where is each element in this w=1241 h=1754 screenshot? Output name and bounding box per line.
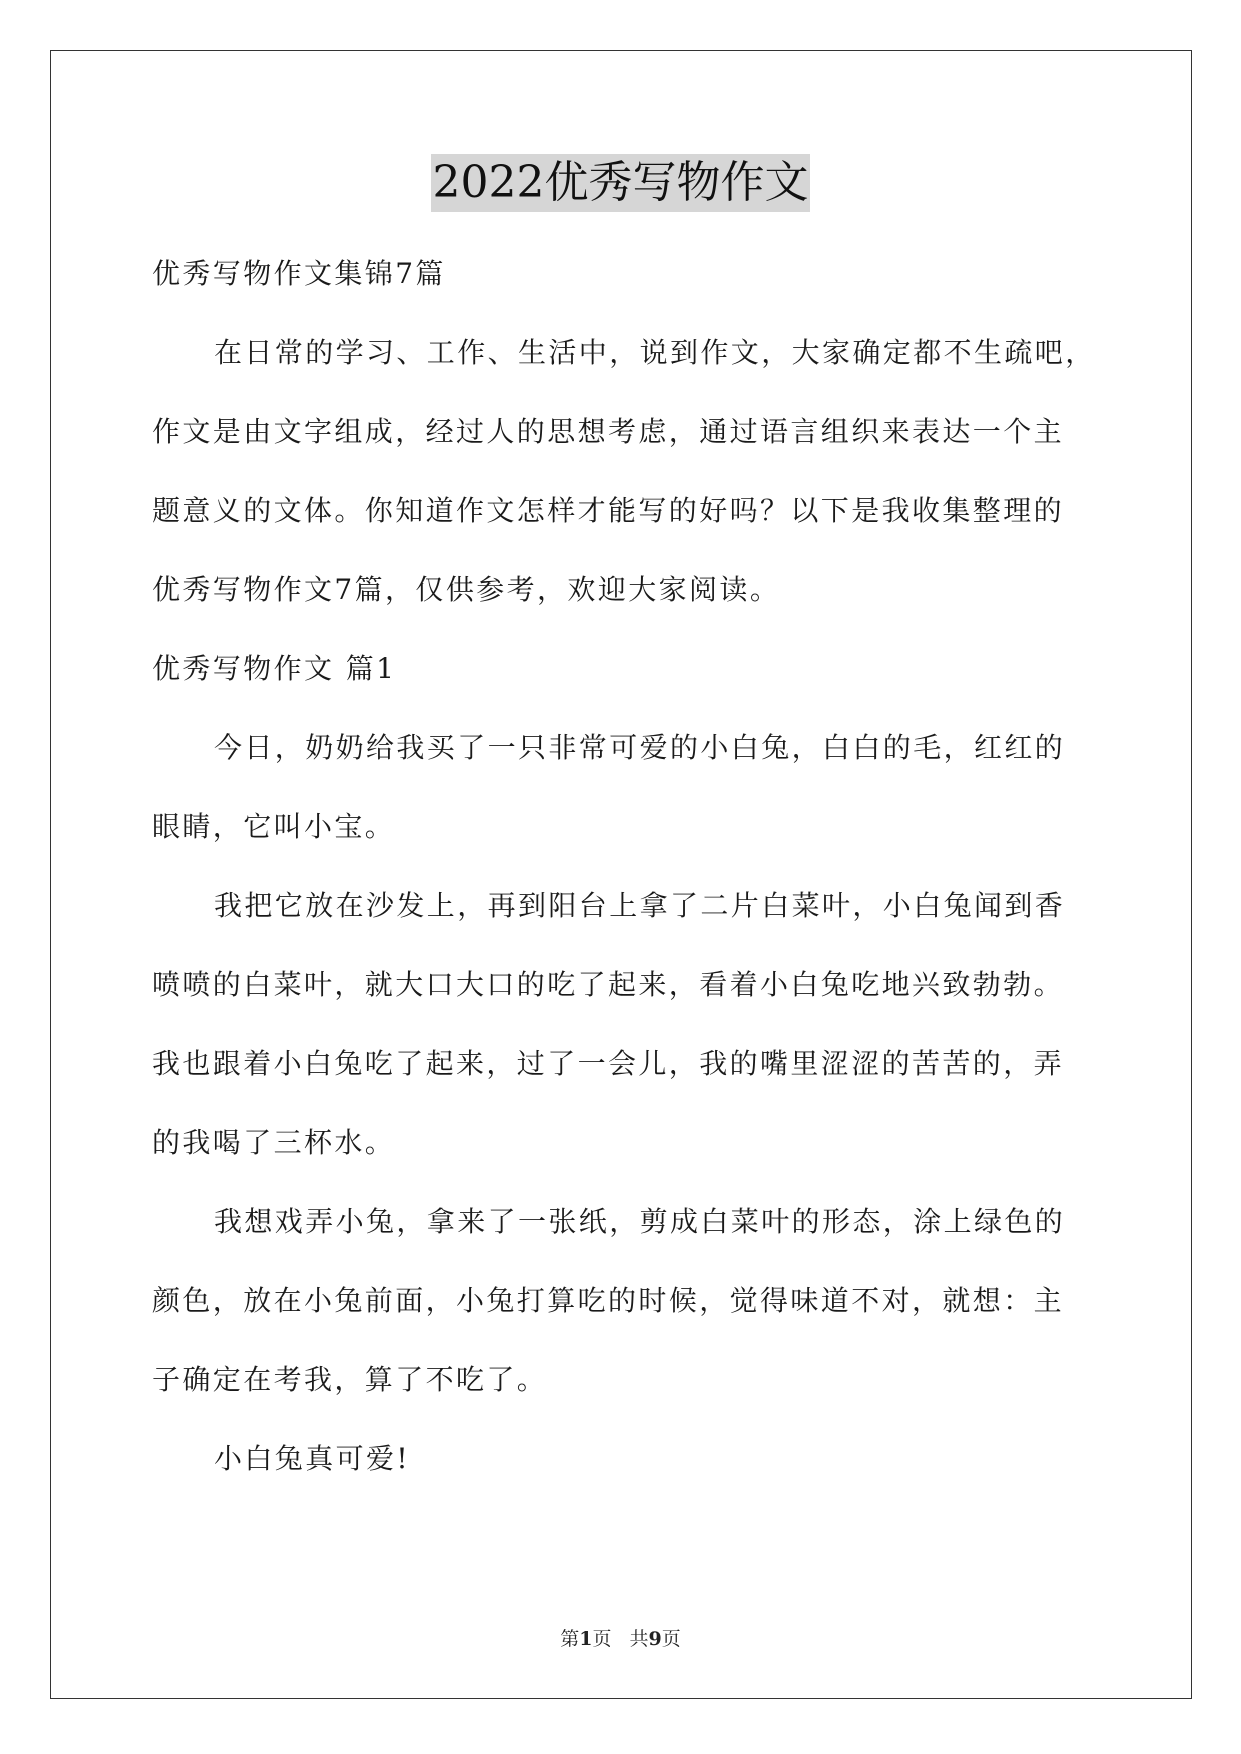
- body-line-9: 子确定在考我，算了不吃了。: [152, 1363, 548, 1396]
- body-line-6: 的我喝了三杯水。: [152, 1126, 396, 1159]
- intro-line-4: 优秀写物作文7篇，仅供参考，欢迎大家阅读。: [152, 573, 781, 606]
- document-title: 2022优秀写物作文: [431, 154, 811, 212]
- footer-total-pages: 9: [648, 1628, 662, 1650]
- body-line-2: 眼睛，它叫小宝。: [152, 810, 396, 843]
- body-line-7: 我想戏弄小兔，拿来了一张纸，剪成白菜叶的形态，涂上绿色的: [214, 1205, 1066, 1238]
- body-line-5: 我也跟着小白兔吃了起来，过了一会儿，我的嘴里涩涩的苦苦的，弄: [152, 1047, 1065, 1080]
- document-subtitle: 优秀写物作文集锦7篇: [152, 257, 446, 290]
- body-line-3: 我把它放在沙发上，再到阳台上拿了二片白菜叶，小白兔闻到香: [214, 889, 1066, 922]
- footer-page-suffix: 页: [592, 1628, 612, 1650]
- footer-page-number: 1: [579, 1628, 593, 1650]
- intro-line-3: 题意义的文体。你知道作文怎样才能写的好吗？以下是我收集整理的: [152, 494, 1065, 527]
- body-line-1: 今日，奶奶给我买了一只非常可爱的小白兔，白白的毛，红红的: [214, 731, 1066, 764]
- body-line-4: 喷喷的白菜叶，就大口大口的吃了起来，看着小白兔吃地兴致勃勃。: [152, 968, 1065, 1001]
- intro-line-1: 在日常的学习、工作、生活中，说到作文，大家确定都不生疏吧，: [214, 336, 1096, 369]
- body-line-8: 颜色，放在小兔前面，小兔打算吃的时候，觉得味道不对，就想：主: [152, 1284, 1065, 1317]
- title-container: [0, 154, 1241, 212]
- page-footer: [0, 1626, 1241, 1652]
- footer-total-prefix: 共: [629, 1628, 649, 1650]
- footer-total-suffix: 页: [661, 1628, 681, 1650]
- footer-page-prefix: 第: [560, 1628, 580, 1650]
- intro-line-2: 作文是由文字组成，经过人的思想考虑，通过语言组织来表达一个主: [152, 415, 1065, 448]
- body-line-10: 小白兔真可爱!: [214, 1442, 411, 1475]
- section-heading: 优秀写物作文 篇1: [152, 652, 397, 685]
